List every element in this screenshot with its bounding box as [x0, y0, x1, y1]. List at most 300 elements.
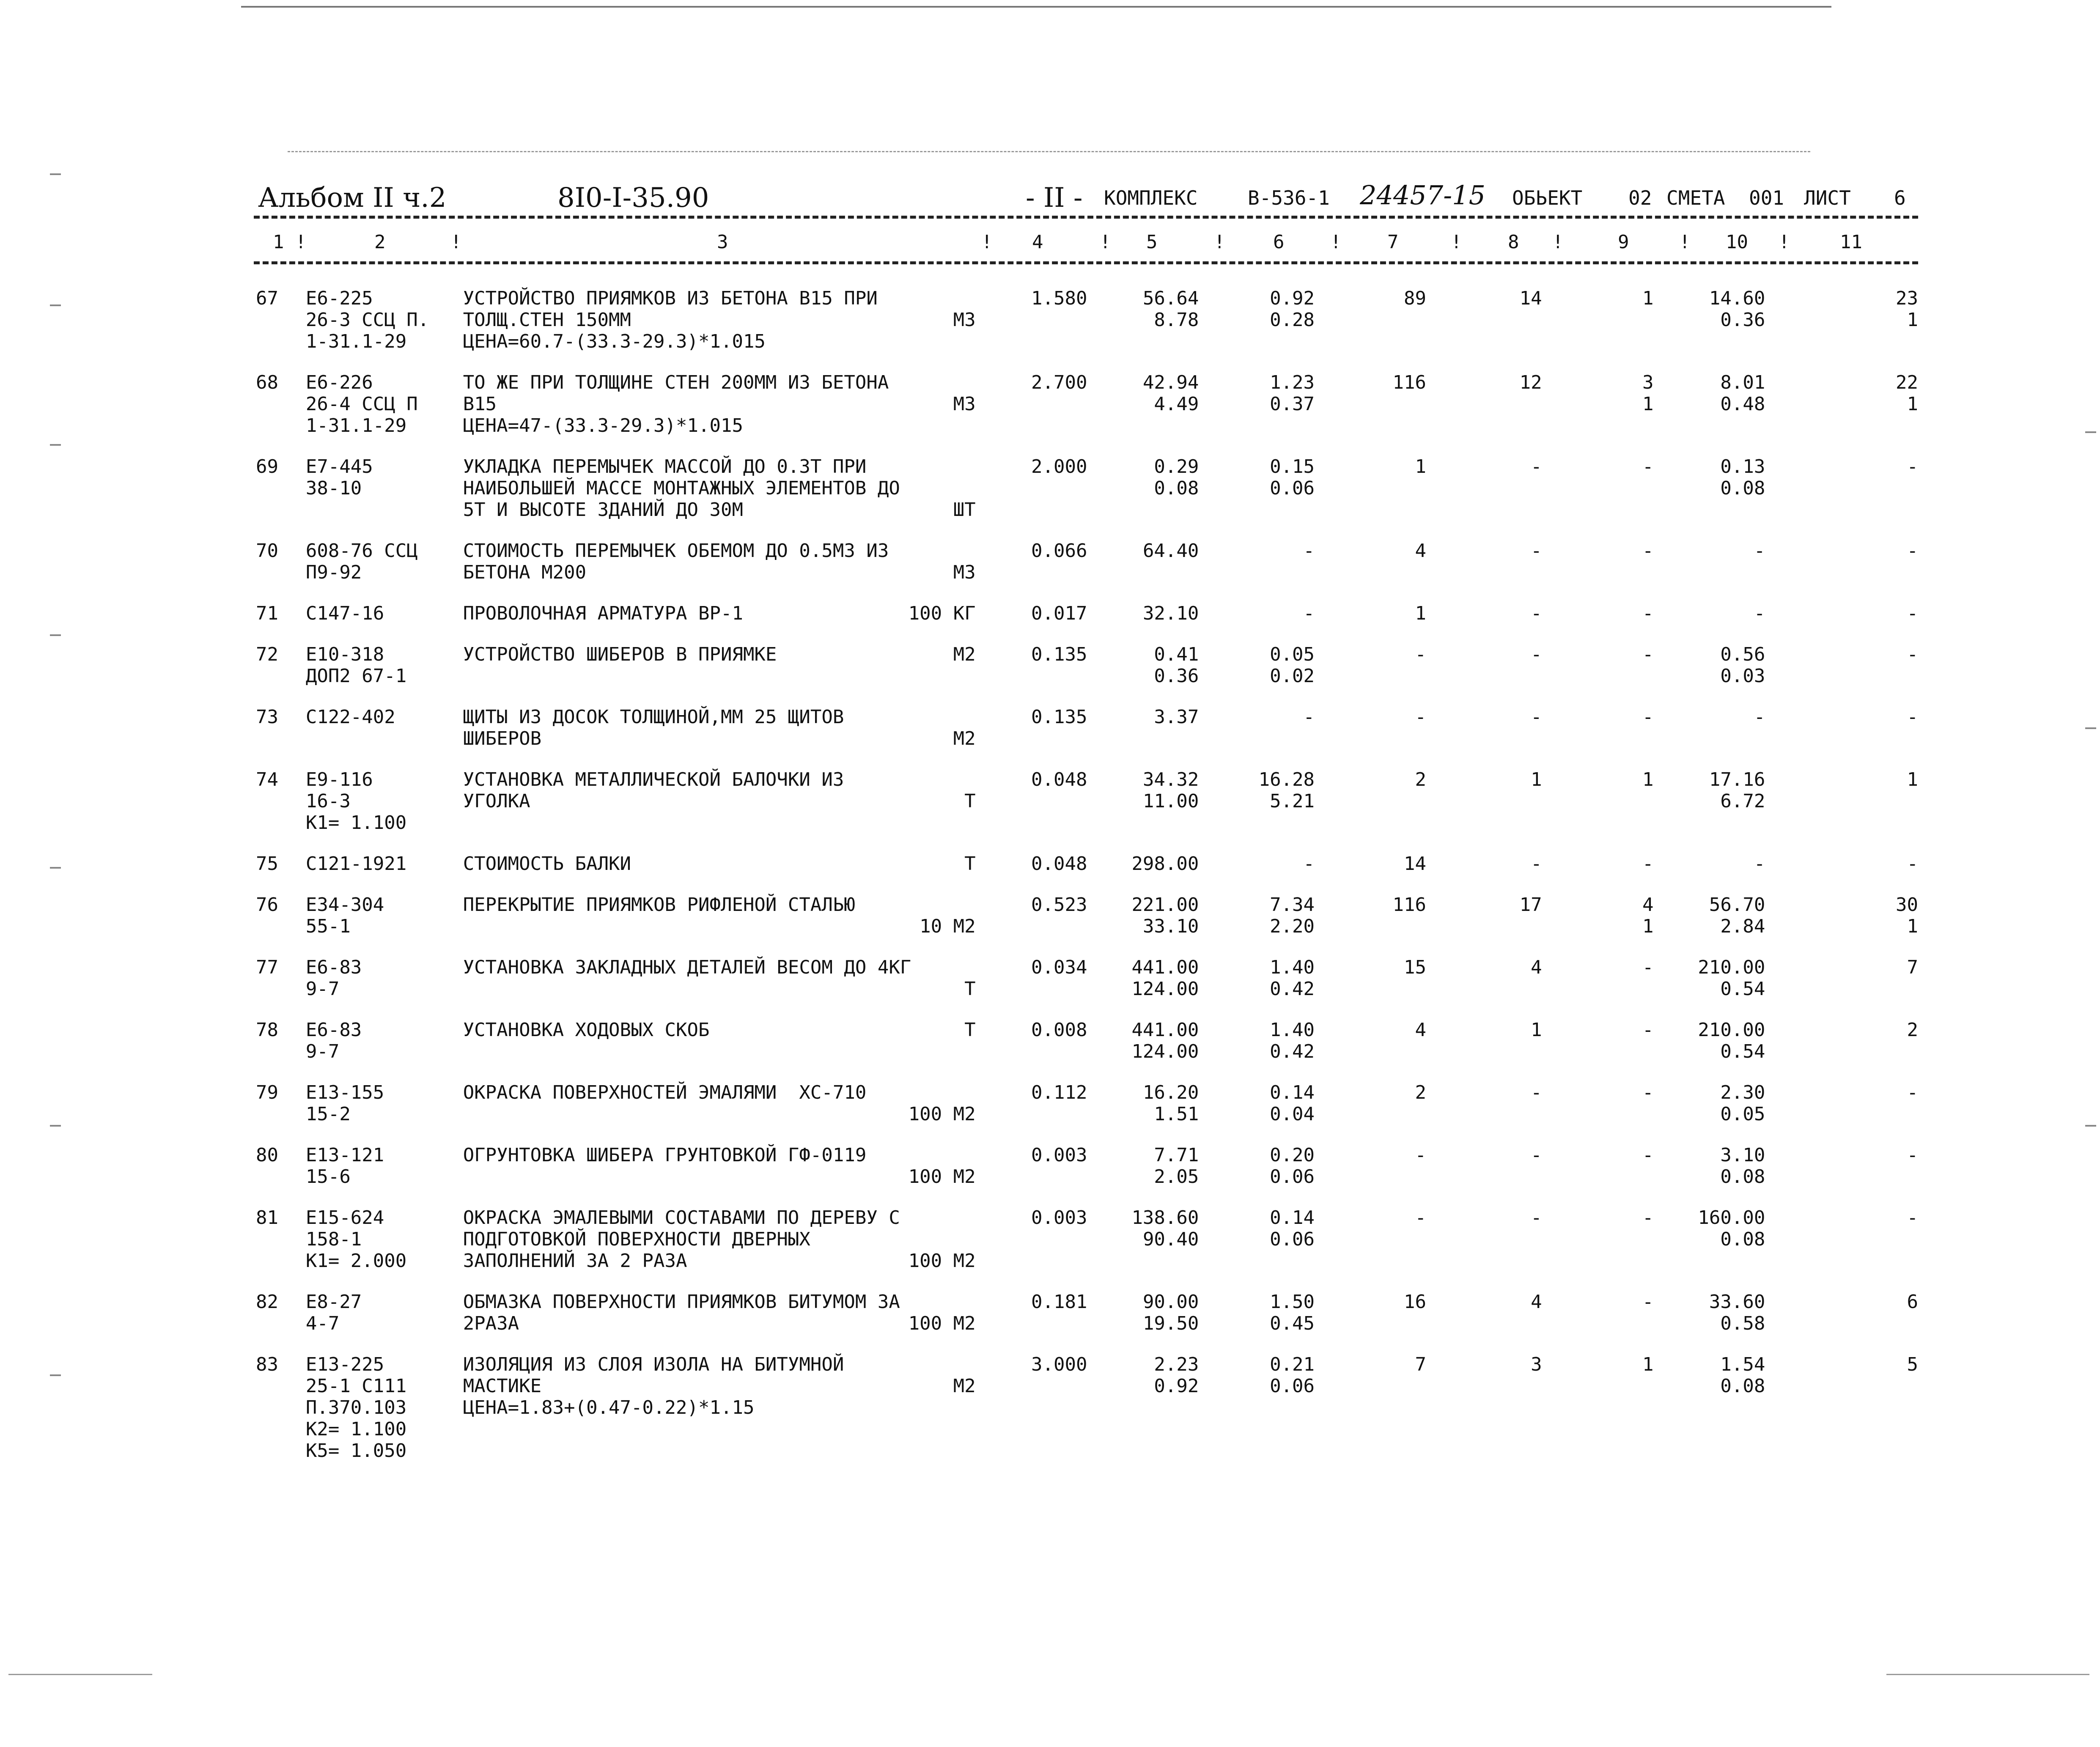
margin-mark — [2085, 1125, 2096, 1127]
wages-cost — [1199, 1019, 1315, 1062]
labor-total — [1765, 769, 1918, 834]
wages-cost-line: 0.06 — [1270, 1166, 1315, 1188]
wages-cost-line: 0.42 — [1270, 1041, 1315, 1062]
quantity-line: 0.048 — [1031, 853, 1087, 875]
labor-per-unit-line: 1.54 — [1720, 1354, 1765, 1375]
work-description-line: ИЗОЛЯЦИЯ ИЗ СЛОЯ ИЗОЛА НА БИТУМНОЙ — [463, 1354, 844, 1375]
machine-cost-line: - — [1642, 540, 1654, 562]
work-description-line: ПРОВОЛОЧНАЯ АРМАТУРА ВР-1 — [463, 603, 743, 624]
smeta-value: 001 — [1749, 186, 1784, 209]
norm-code-line: Е13-155 — [305, 1082, 384, 1103]
norm-code — [295, 603, 455, 624]
wages-cost — [1199, 957, 1315, 1000]
unit-of-measure: М3 — [953, 393, 976, 415]
work-description — [455, 1019, 976, 1062]
row-number: 79 — [256, 1082, 278, 1103]
norm-code-line: С121-1921 — [305, 853, 407, 875]
quantity-line: 0.135 — [1031, 706, 1087, 728]
work-description-line: СТОИМОСТЬ БАЛКИ — [463, 853, 631, 875]
total-wages-line: - — [1531, 644, 1542, 665]
labor-total-line: 22 — [1896, 372, 1918, 393]
total-cost-line: - — [1415, 644, 1426, 665]
quantity — [976, 288, 1087, 352]
total-wages — [1426, 853, 1542, 875]
labor-per-unit — [1653, 540, 1765, 583]
work-description-line — [463, 978, 976, 1000]
labor-per-unit — [1653, 372, 1765, 436]
quantity-line: 0.135 — [1031, 644, 1087, 665]
work-description — [455, 1082, 976, 1125]
quantity — [976, 853, 1087, 875]
unit-cost-line: 19.50 — [1142, 1313, 1199, 1334]
total-cost — [1315, 894, 1426, 937]
work-description — [455, 456, 976, 521]
wages-cost-line: 0.06 — [1270, 1375, 1315, 1397]
norm-code-line: 55-1 — [305, 916, 351, 937]
unit-of-measure: 100 КГ — [908, 603, 976, 624]
quantity-line: 0.523 — [1031, 894, 1087, 916]
unit-cost-line: 0.41 — [1154, 644, 1199, 665]
machine-cost — [1542, 1291, 1654, 1334]
machine-cost-line: 3 — [1642, 372, 1654, 393]
machine-cost — [1542, 540, 1654, 583]
total-cost-line: 2 — [1415, 1082, 1426, 1103]
norm-code-line: 9-7 — [305, 978, 340, 1000]
machine-cost — [1542, 372, 1654, 436]
work-description-line: СТОИМОСТЬ ПЕРЕМЫЧЕК ОБЕМОМ ДО 0.5М3 ИЗ — [463, 540, 889, 562]
labor-total-line: 6 — [1907, 1291, 1918, 1313]
wages-cost-line: 0.02 — [1270, 665, 1315, 687]
work-description — [455, 1291, 976, 1334]
unit-cost-line: 56.64 — [1142, 288, 1199, 309]
quantity — [976, 644, 1087, 687]
norm-code-line: Е6-226 — [305, 372, 373, 393]
work-description-line: УСТАНОВКА ЗАКЛАДНЫХ ДЕТАЛЕЙ ВЕСОМ ДО 4КГ — [463, 957, 911, 978]
labor-per-unit-line: 17.16 — [1709, 769, 1765, 790]
norm-code-line: 608-76 ССЦ — [305, 540, 418, 562]
machine-cost — [1542, 603, 1654, 624]
machine-cost-line: 1 — [1642, 288, 1654, 309]
series-code: 8I0-I-35.90 — [557, 182, 709, 214]
unit-cost-line: 441.00 — [1131, 957, 1199, 978]
labor-total — [1765, 1019, 1918, 1062]
norm-code-line: Е13-225 — [305, 1354, 384, 1375]
labor-total — [1765, 853, 1918, 875]
norm-code — [295, 957, 455, 1000]
norm-code — [295, 288, 455, 352]
wages-cost-line: 0.28 — [1270, 309, 1315, 331]
unit-of-measure: Т — [964, 1019, 976, 1041]
unit-cost-line: 0.29 — [1154, 456, 1199, 477]
labor-per-unit-line: 210.00 — [1698, 1019, 1765, 1041]
norm-code — [295, 1354, 455, 1462]
total-cost — [1315, 957, 1426, 1000]
total-cost-line: 4 — [1415, 540, 1426, 562]
labor-per-unit — [1653, 1354, 1765, 1462]
unit-cost-line: 90.40 — [1142, 1229, 1199, 1250]
work-description-line: НАИБОЛЬШЕЙ МАССЕ МОНТАЖНЫХ ЭЛЕМЕНТОВ ДО — [463, 477, 900, 499]
wages-cost-line: 0.37 — [1270, 393, 1315, 415]
machine-cost — [1542, 894, 1654, 937]
unit-cost-line: 64.40 — [1142, 540, 1199, 562]
total-wages-line: - — [1531, 603, 1542, 624]
section-number: - II - — [1026, 182, 1083, 214]
labor-per-unit — [1653, 957, 1765, 1000]
unit-cost — [1087, 644, 1199, 687]
unit-cost-line: 298.00 — [1131, 853, 1199, 875]
unit-cost-line: 124.00 — [1131, 978, 1199, 1000]
column-header: 1 ! — [273, 231, 307, 253]
table-row — [254, 1082, 1918, 1125]
unit-cost — [1087, 540, 1199, 583]
norm-code — [295, 1019, 455, 1062]
total-wages-line: - — [1531, 1144, 1542, 1166]
norm-code-line: Е34-304 — [305, 894, 384, 916]
unit-cost-line: 90.00 — [1142, 1291, 1199, 1313]
labor-total-line: 1 — [1907, 769, 1918, 790]
wages-cost — [1199, 644, 1315, 687]
unit-cost — [1087, 1082, 1199, 1125]
labor-per-unit-line: 0.56 — [1720, 644, 1765, 665]
total-cost — [1315, 644, 1426, 687]
table-row — [254, 644, 1918, 687]
quantity — [976, 372, 1087, 436]
work-description — [455, 288, 976, 352]
column-header: 2 — [374, 231, 386, 253]
norm-code-line: К1= 2.000 — [305, 1250, 407, 1272]
norm-code-line: С147-16 — [305, 603, 384, 624]
table-row — [254, 1207, 1918, 1272]
column-header: 9 — [1618, 231, 1629, 253]
total-cost — [1315, 769, 1426, 834]
wages-cost-line: - — [1303, 706, 1315, 728]
wages-cost-line: - — [1303, 540, 1315, 562]
total-wages — [1426, 603, 1542, 624]
smeta-label: СМЕТА — [1666, 186, 1725, 209]
labor-total — [1765, 540, 1918, 583]
work-description-line: ОГРУНТОВКА ШИБЕРА ГРУНТОВКОЙ ГФ-0119 — [463, 1144, 867, 1166]
total-wages — [1426, 540, 1542, 583]
quantity — [976, 769, 1087, 834]
total-cost — [1315, 1144, 1426, 1188]
quantity-line: 3.000 — [1031, 1354, 1087, 1375]
work-description-line: УСТРОЙСТВО ПРИЯМКОВ ИЗ БЕТОНА В15 ПРИ — [463, 288, 878, 309]
unit-cost-line: 33.10 — [1142, 916, 1199, 937]
unit-of-measure: 100 М2 — [908, 1250, 976, 1272]
work-description-line: 5Т И ВЫСОТЕ ЗДАНИЙ ДО 30М — [463, 499, 743, 521]
quantity-line: 0.181 — [1031, 1291, 1087, 1313]
work-description-line: УСТАНОВКА МЕТАЛЛИЧЕСКОЙ БАЛОЧКИ ИЗ — [463, 769, 844, 790]
unit-cost — [1087, 1019, 1199, 1062]
unit-cost — [1087, 288, 1199, 352]
unit-cost-line: 8.78 — [1154, 309, 1199, 331]
machine-cost-line: - — [1642, 456, 1654, 477]
unit-cost — [1087, 1207, 1199, 1272]
labor-total — [1765, 957, 1918, 1000]
margin-mark — [2085, 431, 2096, 433]
column-separator: ! — [1451, 231, 1462, 253]
unit-cost — [1087, 1354, 1199, 1462]
labor-per-unit-line: 0.54 — [1720, 1041, 1765, 1062]
bottom-right-line — [1886, 1674, 2089, 1675]
sheet-title-bar — [258, 181, 2062, 215]
work-description-line: ТО ЖЕ ПРИ ТОЛЩИНЕ СТЕН 200ММ ИЗ БЕТОНА — [463, 372, 889, 393]
work-description-line: ЗАПОЛНЕНИЙ ЗА 2 РАЗА — [463, 1250, 687, 1272]
unit-cost-line: 2.05 — [1154, 1166, 1199, 1188]
total-cost — [1315, 372, 1426, 436]
work-description-line: УГОЛКА — [463, 790, 530, 812]
labor-total — [1765, 1291, 1918, 1334]
wages-cost — [1199, 372, 1315, 436]
total-wages — [1426, 1207, 1542, 1272]
column-separator: ! — [1679, 231, 1691, 253]
column-header: 11 — [1840, 231, 1862, 253]
total-wages-line: 14 — [1519, 288, 1542, 309]
row-number: 67 — [256, 288, 278, 309]
row-number: 83 — [256, 1354, 278, 1375]
column-header: 10 — [1726, 231, 1748, 253]
work-description-line: ШИБЕРОВ — [463, 728, 542, 749]
machine-cost-line: - — [1642, 957, 1654, 978]
unit-cost-line: 138.60 — [1131, 1207, 1199, 1229]
quantity — [976, 706, 1087, 749]
total-wages-line: 4 — [1531, 1291, 1542, 1313]
row-number: 82 — [256, 1291, 278, 1313]
table-row — [254, 1144, 1918, 1188]
machine-cost-line: - — [1642, 603, 1654, 624]
norm-code-line: К5= 1.050 — [305, 1440, 407, 1462]
unit-of-measure: М2 — [953, 728, 976, 749]
labor-total-line: - — [1907, 1207, 1918, 1229]
column-header: 4 — [1032, 231, 1043, 253]
total-cost-line: 14 — [1403, 853, 1426, 875]
labor-per-unit-line: 0.48 — [1720, 393, 1765, 415]
work-description-line: ЦЕНА=60.7-(33.3-29.3)*1.015 — [463, 331, 766, 352]
row-number: 77 — [256, 957, 278, 978]
unit-cost — [1087, 769, 1199, 834]
unit-of-measure: Т — [964, 853, 976, 875]
machine-cost-line: - — [1642, 644, 1654, 665]
work-description-line — [463, 1103, 976, 1125]
table-row — [254, 456, 1918, 521]
bottom-left-line — [8, 1674, 152, 1675]
norm-code — [295, 1082, 455, 1125]
wages-cost — [1199, 288, 1315, 352]
total-cost — [1315, 1019, 1426, 1062]
norm-code — [295, 644, 455, 687]
labor-per-unit-line: 2.30 — [1720, 1082, 1765, 1103]
wages-cost-line: 0.06 — [1270, 1229, 1315, 1250]
row-number: 74 — [256, 769, 278, 790]
margin-mark — [50, 444, 61, 446]
labor-total — [1765, 894, 1918, 937]
machine-cost-line: - — [1642, 1019, 1654, 1041]
unit-cost-line: 2.23 — [1154, 1354, 1199, 1375]
table-row — [254, 853, 1918, 875]
wages-cost — [1199, 1082, 1315, 1125]
total-wages-line: 17 — [1519, 894, 1542, 916]
work-description — [455, 603, 976, 624]
wages-cost-line: 0.04 — [1270, 1103, 1315, 1125]
norm-code — [295, 894, 455, 937]
total-cost-line: 16 — [1403, 1291, 1426, 1313]
total-wages-line: 1 — [1531, 769, 1542, 790]
column-separator: ! — [1552, 231, 1564, 253]
total-wages-line: - — [1531, 1082, 1542, 1103]
work-description — [455, 1207, 976, 1272]
total-cost-line: - — [1415, 1144, 1426, 1166]
table-row — [254, 1019, 1918, 1062]
unit-cost — [1087, 372, 1199, 436]
machine-cost-line: 1 — [1642, 916, 1654, 937]
labor-per-unit-line: - — [1754, 706, 1765, 728]
unit-cost — [1087, 706, 1199, 749]
wages-cost — [1199, 1291, 1315, 1334]
work-description-line: БЕТОНА М200 — [463, 562, 587, 583]
column-header: 8 — [1508, 231, 1519, 253]
labor-per-unit — [1653, 1019, 1765, 1062]
machine-cost-line: 1 — [1642, 393, 1654, 415]
norm-code-line: Е15-624 — [305, 1207, 384, 1229]
total-wages — [1426, 1291, 1542, 1334]
norm-code-line: Е6-83 — [305, 1019, 362, 1041]
labor-per-unit-line: 33.60 — [1709, 1291, 1765, 1313]
labor-per-unit — [1653, 456, 1765, 521]
unit-cost-line: 0.92 — [1154, 1375, 1199, 1397]
labor-per-unit-line: 0.58 — [1720, 1313, 1765, 1334]
wages-cost — [1199, 769, 1315, 834]
total-wages — [1426, 456, 1542, 521]
labor-total-line: 30 — [1896, 894, 1918, 916]
norm-code-line: 9-7 — [305, 1041, 340, 1062]
norm-code — [295, 706, 455, 749]
unit-of-measure: М3 — [953, 562, 976, 583]
margin-mark — [50, 634, 61, 636]
labor-per-unit — [1653, 853, 1765, 875]
table-row — [254, 288, 1918, 352]
total-cost — [1315, 1082, 1426, 1125]
quantity-line: 1.580 — [1031, 288, 1087, 309]
work-description-line: ОКРАСКА ЭМАЛЕВЫМИ СОСТАВАМИ ПО ДЕРЕВУ С — [463, 1207, 900, 1229]
total-wages-line: 4 — [1531, 957, 1542, 978]
total-wages-line: 1 — [1531, 1019, 1542, 1041]
labor-per-unit-line: - — [1754, 540, 1765, 562]
table-row — [254, 1354, 1918, 1462]
quantity — [976, 894, 1087, 937]
machine-cost — [1542, 456, 1654, 521]
labor-total — [1765, 1082, 1918, 1125]
wages-cost — [1199, 1144, 1315, 1188]
wages-cost — [1199, 1354, 1315, 1462]
work-description — [455, 769, 976, 834]
row-number: 76 — [256, 894, 278, 916]
unit-of-measure: 10 М2 — [920, 916, 976, 937]
unit-of-measure: 100 М2 — [908, 1313, 976, 1334]
labor-per-unit-line: 56.70 — [1709, 894, 1765, 916]
norm-code-line: Е9-116 — [305, 769, 373, 790]
table-row — [254, 603, 1918, 624]
unit-cost-line: 11.00 — [1142, 790, 1199, 812]
total-wages-line: - — [1531, 1207, 1542, 1229]
total-wages — [1426, 644, 1542, 687]
unit-cost-line: 16.20 — [1142, 1082, 1199, 1103]
labor-total-line: 5 — [1907, 1354, 1918, 1375]
wages-cost-line: 1.23 — [1270, 372, 1315, 393]
machine-cost-line: - — [1642, 1207, 1654, 1229]
row-number: 70 — [256, 540, 278, 562]
work-description — [455, 706, 976, 749]
sheet-label: ЛИСТ — [1804, 186, 1851, 209]
labor-per-unit — [1653, 603, 1765, 624]
labor-per-unit-line: 160.00 — [1698, 1207, 1765, 1229]
labor-total — [1765, 1354, 1918, 1462]
labor-per-unit — [1653, 288, 1765, 352]
row-number: 75 — [256, 853, 278, 875]
labor-total — [1765, 372, 1918, 436]
unit-cost — [1087, 456, 1199, 521]
total-wages — [1426, 372, 1542, 436]
handwritten-number: 24457-15 — [1360, 180, 1486, 211]
labor-per-unit — [1653, 1291, 1765, 1334]
estimate-table-body — [254, 288, 1918, 1481]
wages-cost-line: 1.50 — [1270, 1291, 1315, 1313]
row-number: 68 — [256, 372, 278, 393]
work-description-line: ТОЛЩ.СТЕН 150ММ — [463, 309, 631, 331]
work-description-line: ЦЕНА=1.83+(0.47-0.22)*1.15 — [463, 1397, 755, 1418]
total-cost-line: 1 — [1415, 456, 1426, 477]
wages-cost — [1199, 894, 1315, 937]
work-description — [455, 957, 976, 1000]
wages-cost — [1199, 456, 1315, 521]
quantity — [976, 1207, 1087, 1272]
labor-per-unit-line: 2.84 — [1720, 916, 1765, 937]
labor-total — [1765, 706, 1918, 749]
labor-per-unit-line: 6.72 — [1720, 790, 1765, 812]
labor-per-unit-line: 0.03 — [1720, 665, 1765, 687]
unit-of-measure: Т — [964, 790, 976, 812]
total-cost — [1315, 706, 1426, 749]
unit-cost-line: 221.00 — [1131, 894, 1199, 916]
total-cost-line: 7 — [1415, 1354, 1426, 1375]
table-row — [254, 1291, 1918, 1334]
wages-cost-line: 0.14 — [1270, 1207, 1315, 1229]
norm-code-line: 158-1 — [305, 1229, 362, 1250]
work-description — [455, 540, 976, 583]
labor-per-unit-line: 0.08 — [1720, 1229, 1765, 1250]
labor-total-line: 2 — [1907, 1019, 1918, 1041]
quantity — [976, 1019, 1087, 1062]
row-number: 71 — [256, 603, 278, 624]
wages-cost-line: 0.20 — [1270, 1144, 1315, 1166]
work-description-line: В15 — [463, 393, 497, 415]
quantity-line: 0.048 — [1031, 769, 1087, 790]
work-description-line — [463, 1166, 976, 1188]
total-wages-line: - — [1531, 853, 1542, 875]
work-description — [455, 1144, 976, 1188]
labor-per-unit — [1653, 1144, 1765, 1188]
quantity-line: 0.066 — [1031, 540, 1087, 562]
total-wages — [1426, 769, 1542, 834]
quantity-line: 0.034 — [1031, 957, 1087, 978]
unit-of-measure: ШТ — [953, 499, 976, 521]
norm-code-line: Е6-83 — [305, 957, 362, 978]
table-row — [254, 894, 1918, 937]
wages-cost-line: 0.42 — [1270, 978, 1315, 1000]
machine-cost-line: - — [1642, 853, 1654, 875]
norm-code-line: К1= 1.100 — [305, 812, 407, 834]
wages-cost-line: 2.20 — [1270, 916, 1315, 937]
labor-total — [1765, 1144, 1918, 1188]
